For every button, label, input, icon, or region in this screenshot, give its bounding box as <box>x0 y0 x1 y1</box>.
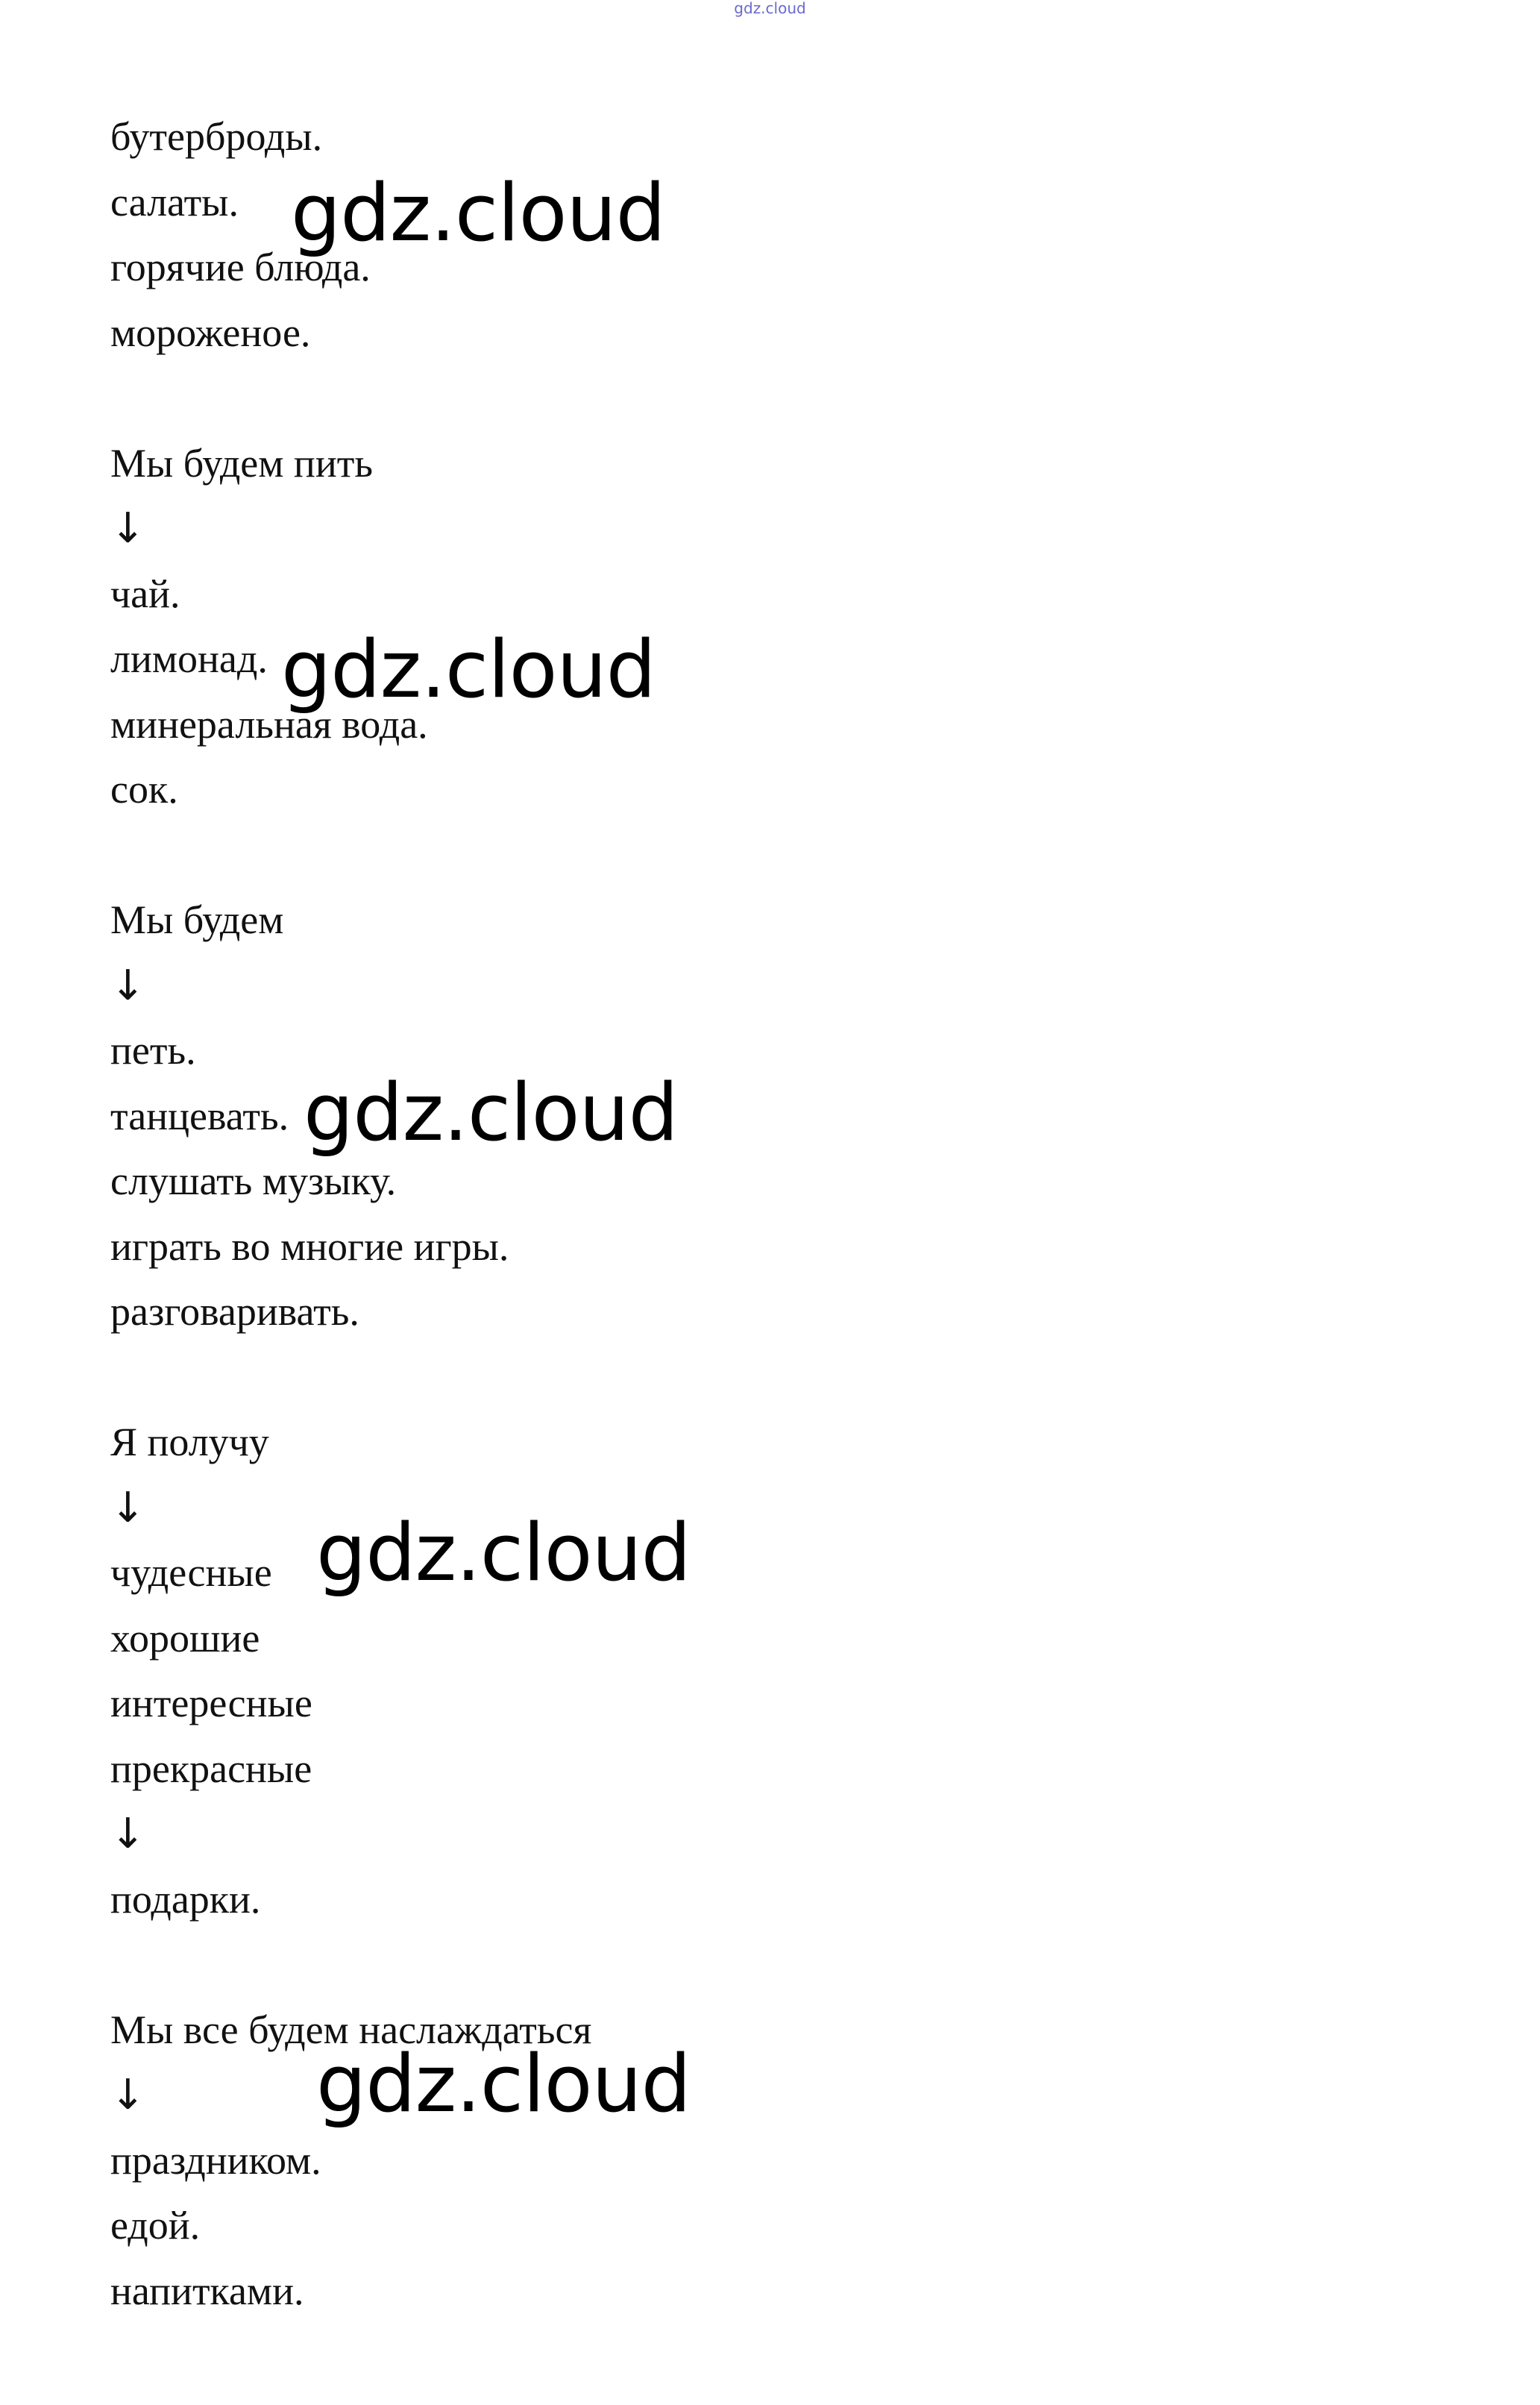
list-item: петь. <box>110 1028 196 1073</box>
enjoy-lead: Мы все будем наслаждаться <box>110 2007 592 2052</box>
list-item: играть во многие игры. <box>110 1223 509 1269</box>
list-item: танцевать. <box>110 1093 289 1138</box>
list-item: сок. <box>110 767 178 812</box>
gifts-block <box>110 1410 1005 1932</box>
list-item: интересные <box>110 1681 312 1725</box>
list-item: минеральная вода. <box>110 701 428 747</box>
list-item: лимонад. <box>110 636 268 681</box>
down-arrow-icon: ↓ <box>110 2071 145 2119</box>
list-item: хорошие <box>110 1615 260 1661</box>
down-arrow-icon: ↓ <box>110 961 145 1010</box>
list-item: салаты. <box>110 179 239 225</box>
down-arrow-icon: ↓ <box>110 1810 145 1858</box>
list-item: едой. <box>110 2203 201 2248</box>
drinks-lead: Мы будем пить <box>110 440 373 486</box>
list-item: слушать музыку. <box>110 1158 397 1203</box>
list-item: разговаривать. <box>110 1289 359 1334</box>
down-arrow-icon: ↓ <box>110 1483 145 1532</box>
list-item: прекрасные <box>110 1746 312 1791</box>
spacer <box>110 1345 1005 1411</box>
spacer <box>110 1932 1005 1998</box>
watermark-logo: gdz.cloud <box>291 167 665 259</box>
activities-lead: Мы будем <box>110 897 284 942</box>
watermark-logo: gdz.cloud <box>316 2038 691 2130</box>
list-item: чай. <box>110 571 180 616</box>
document-body <box>110 104 1005 2324</box>
watermark-logo: gdz.cloud <box>316 1507 691 1599</box>
list-item: чудесные <box>110 1550 272 1595</box>
gifts-lead: Я получу <box>110 1420 269 1464</box>
watermark-logo: gdz.cloud <box>281 624 656 715</box>
list-item: праздником. <box>110 2137 321 2183</box>
down-arrow-icon: ↓ <box>110 504 145 553</box>
spacer <box>110 366 1005 431</box>
spacer <box>110 823 1005 888</box>
list-item: напитками. <box>110 2268 304 2313</box>
list-item: бутерброды. <box>110 114 323 159</box>
list-item: горячие блюда. <box>110 245 371 289</box>
list-item: подарки. <box>110 1876 261 1922</box>
list-item: мороженое. <box>110 310 311 355</box>
watermark-logo: gdz.cloud <box>304 1067 678 1158</box>
header-watermark: gdz.cloud <box>734 0 806 17</box>
